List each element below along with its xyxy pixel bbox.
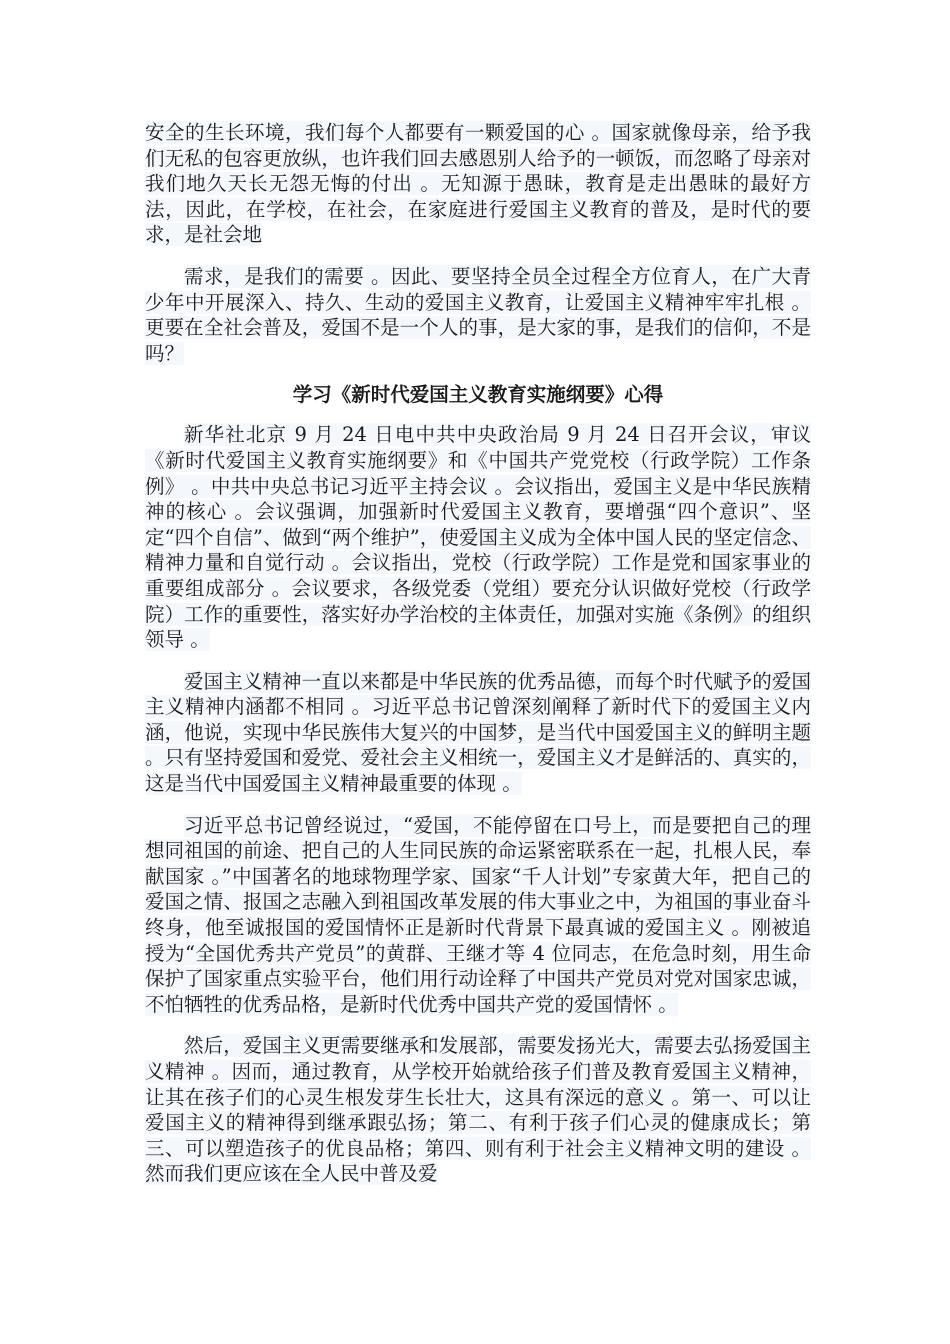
paragraph-text: 需求，是我们的需要 。因此、要坚持全员全过程全方位育人，在广大青少年中开展深入、持久、生动的爱国主义教育，让爱国主义精神牢牢扎根 。更要在全社会普及，爱国不是一个人的事，是大家的事，是我们的信仰，不是吗？ — [145, 264, 811, 365]
paragraph — [145, 264, 811, 366]
paragraph-text: 新华社北京 9 月 24 日电中共中央政治局 9 月 24 日召开会议，审议《新时代爱国主义教育实施纲要》和《中国共产党党校（行政学院）工作条例》 。中共中央总书记习近平主持会议 。会议指出，爱国主义是中华民族精神的核心 。会议强调，加强新时代爱国主义教育，要增强“四个意识”、坚定“四个自信”、做到“两个维护”，使爱国主义成为全体中国人民的坚定信念、精神力量和自觉行动 。会议指出，党校（行政学院）工作是党和国家事业的重要组成部分 。会议要求，各级党委（党组）要充分认识做好党校（行政学院）工作的重要性，落实好办学治校的主体责任，加强对实施《条例》的组织领导 。 — [145, 423, 811, 652]
paragraph-text: 然后，爱国主义更需要继承和发展部，需要发扬光大，需要去弘扬爱国主义精神 。因而，通过教育，从学校开始就给孩子们普及教育爱国主义精神，让其在孩子们的心灵生根发芽生长壮大，这具有深远的意义 。第一、可以让爱国主义的精神得到继承跟弘扬；第二、有利于孩子们心灵的健康成长；第三、可以塑造孩子的优良品格；第四、则有利于社会主义精神文明的建设 。然而我们更应该在全人民中普及爱 — [145, 1034, 811, 1186]
paragraph-continued — [145, 120, 811, 248]
paragraph — [145, 422, 811, 652]
section-heading: 学习《新时代爱国主义教育实施纲要》心得 — [292, 383, 664, 407]
paragraph — [145, 669, 811, 797]
paragraph — [145, 813, 811, 1018]
paragraph-text: 习近平总书记曾经说过，“爱国，不能停留在口号上，而是要把自己的理想同祖国的前途、把自己的人生同民族的命运紧密联系在一起，扎根人民，奉献国家 。”中国著名的地球物理学家、国家“千人计划”专家黄大年，把自己的爱国之情、报国之志融入到祖国改革发展的伟大事业之中，为祖国的事业奋斗终身，他至诚报国的爱国情怀正是新时代背景下最真诚的爱国主义 。刚被追授为“全国优秀共产党员”的黄群、王继才等 4 位同志，在危急时刻，用生命保护了国家重点实验平台，他们用行动诠释了中国共产党员对党对国家忠诚，不怕牺牲的优秀品格，是新时代优秀中国共产党的爱国情怀 。 — [145, 813, 811, 1016]
document-page — [145, 120, 811, 1203]
paragraph-text: 爱国主义精神一直以来都是中华民族的优秀品德，而每个时代赋予的爱国主义精神内涵都不相同 。习近平总书记曾深刻阐释了新时代下的爱国主义内涵，他说，实现中华民族伟大复兴的中国梦，是当代中国爱国主义的鲜明主题 。只有坚持爱国和爱党、爱社会主义相统一，爱国主义才是鲜活的、真实的，这是当代中国爱国主义精神最重要的体现 。 — [145, 669, 811, 796]
paragraph-text: 安全的生长环境，我们每个人都要有一颗爱国的心 。国家就像母亲，给予我们无私的包容更放纵，也许我们回去感恩别人给予的一顿饭，而忽略了母亲对我们地久天长无怨无悔的付出 。无知源于愚昧，教育是走出愚昧的最好方法，因此，在学校，在社会，在家庭进行爱国主义教育的普及，是时代的要求，是社会地 — [145, 121, 811, 247]
paragraph — [145, 1033, 811, 1187]
